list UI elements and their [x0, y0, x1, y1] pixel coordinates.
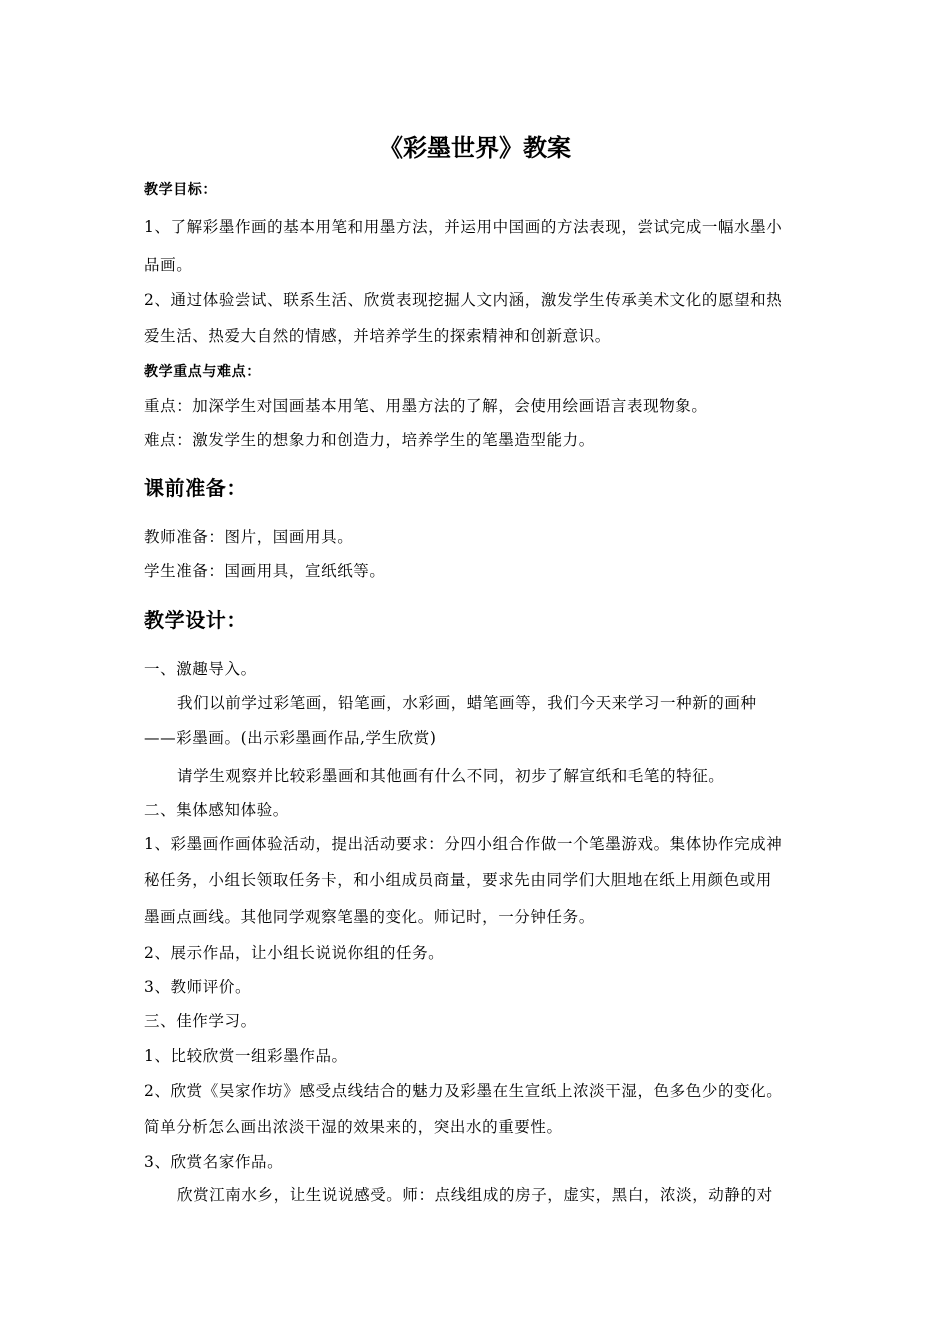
- paragraph-line: 2、通过体验尝试、联系生活、欣赏表现挖掘人文内涵，激发学生传承美术文化的愿望和热: [144, 291, 783, 309]
- paragraph-line: 请学生观察并比较彩墨画和其他画有什么不同，初步了解宣纸和毛笔的特征。: [177, 767, 725, 785]
- paragraph-line: 3、教师评价。: [144, 978, 252, 996]
- paragraph-line: 品画。: [144, 256, 193, 274]
- paragraph-line: 难点：激发学生的想象力和创造力，培养学生的笔墨造型能力。: [144, 431, 595, 449]
- paragraph-line: 一、激趣导入。: [144, 660, 257, 678]
- paragraph-line: 1、了解彩墨作画的基本用笔和用墨方法，并运用中国画的方法表现，尝试完成一幅水墨小: [144, 218, 783, 236]
- section-heading-design: 教学设计：: [144, 608, 247, 632]
- section-heading-preparation: 课前准备：: [144, 476, 247, 500]
- paragraph-line: 墨画点画线。其他同学观察笔墨的变化。师记时，一分钟任务。: [144, 908, 595, 926]
- paragraph-line: 简单分析怎么画出浓淡干湿的效果来的，突出水的重要性。: [144, 1118, 563, 1136]
- paragraph-line: 1、比较欣赏一组彩墨作品。: [144, 1047, 348, 1065]
- document-title: 《彩墨世界》教案: [379, 134, 571, 162]
- paragraph-line: 欣赏江南水乡，让生说说感受。师：点线组成的房子，虚实，黑白，浓淡，动静的对: [177, 1186, 773, 1204]
- paragraph-line: 我们以前学过彩笔画，铅笔画，水彩画，蜡笔画等，我们今天来学习一种新的画种: [177, 694, 757, 712]
- paragraph-line: 爱生活、热爱大自然的情感，并培养学生的探索精神和创新意识。: [144, 327, 611, 345]
- paragraph-line: 三、佳作学习。: [144, 1012, 257, 1030]
- paragraph-line: ——彩墨画。(出示彩墨画作品,学生欣赏): [144, 729, 437, 747]
- paragraph-line: 1、彩墨画作画体验活动，提出活动要求：分四小组合作做一个笔墨游戏。集体协作完成神: [144, 835, 783, 853]
- paragraph-line: 2、展示作品，让小组长说说你组的任务。: [144, 944, 445, 962]
- paragraph-line: 学生准备：国画用具，宣纸纸等。: [144, 562, 386, 580]
- section-heading-key-points: 教学重点与难点：: [144, 364, 261, 380]
- paragraph-line: 二、集体感知体验。: [144, 801, 289, 819]
- paragraph-line: 3、欣赏名家作品。: [144, 1153, 284, 1171]
- paragraph-line: 2、欣赏《吴家作坊》感受点线结合的魅力及彩墨在生宣纸上浓淡干湿，色多色少的变化。: [144, 1082, 783, 1100]
- paragraph-line: 教师准备：图片，国画用具。: [144, 528, 354, 546]
- paragraph-line: 重点：加深学生对国画基本用笔、用墨方法的了解，会使用绘画语言表现物象。: [144, 397, 708, 415]
- section-heading-objectives: 教学目标：: [144, 182, 217, 198]
- paragraph-line: 秘任务，小组长领取任务卡，和小组成员商量，要求先由同学们大胆地在纸上用颜色或用: [144, 871, 772, 889]
